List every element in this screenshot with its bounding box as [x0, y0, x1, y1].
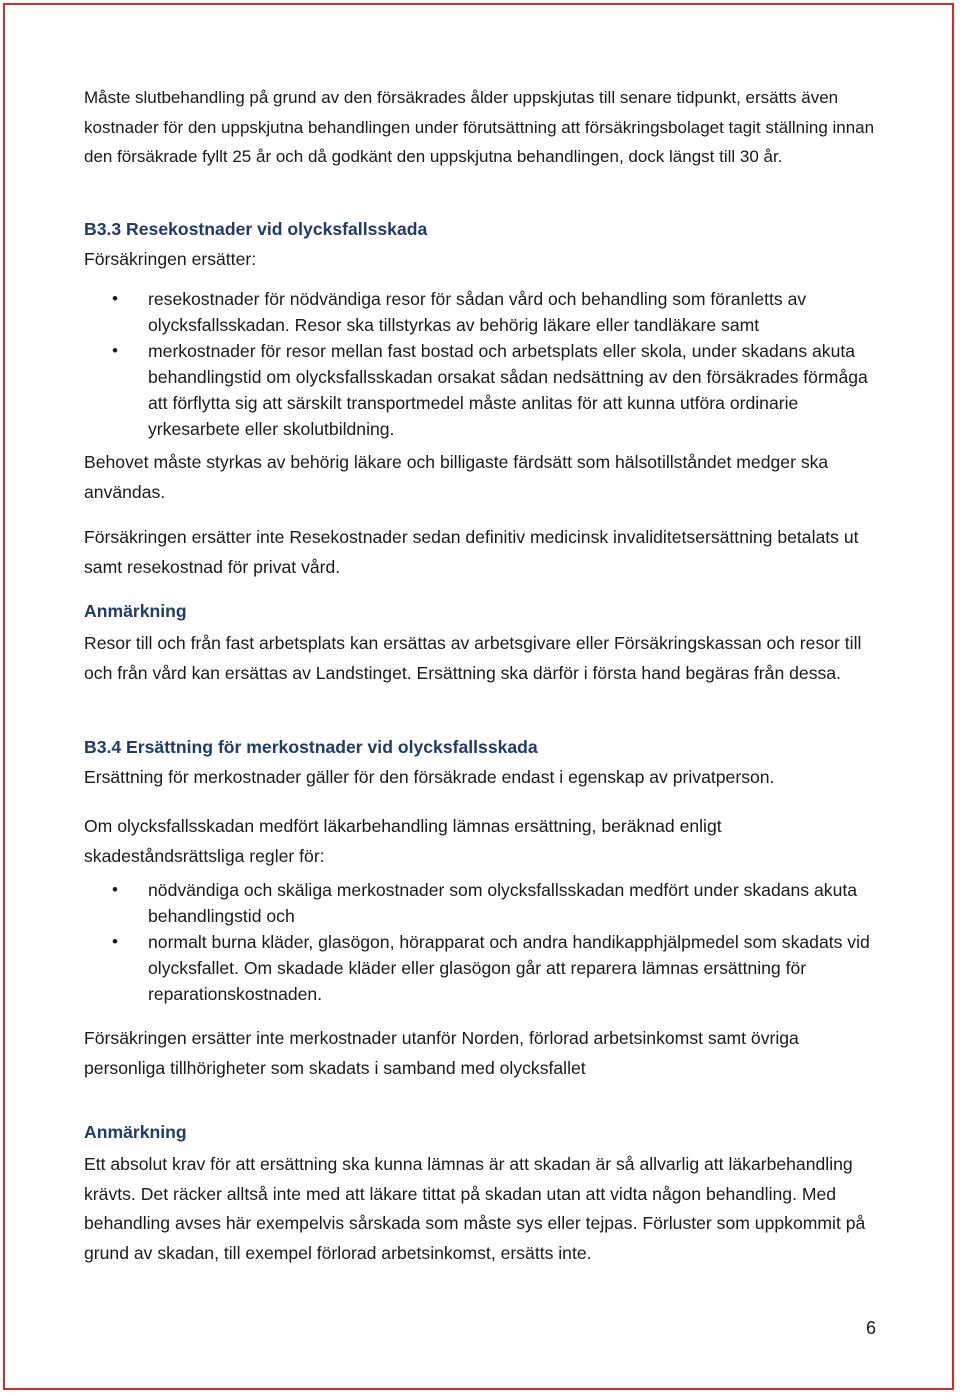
section-heading-b34: B3.4 Ersättning för merkostnader vid olycksfallsskada	[84, 737, 538, 757]
intro-paragraph: Måste slutbehandling på grund av den försäkrades ålder uppskjutas till senare tidpunkt, ersätts även kostnader för den uppskjutna behandlingen under förutsättning att försäkringsbolaget tagit ställning innan den försäkrade fyllt 25 år och då godkänt den uppskjutna behandlingen, dock längst till 30 år.	[84, 88, 875, 166]
b34-list	[84, 877, 884, 1007]
b34-exclusion-paragraph: Försäkringen ersätter inte merkostnader utanför Norden, förlorad arbetsinkomst samt övriga personliga tillhörigheter som skadats i samband med olycksfallet	[84, 1028, 799, 1078]
bullet-icon: •	[112, 880, 118, 899]
list-item-text: resekostnader för nödvändiga resor för sådan vård och behandling som föranletts av olycksfallsskadan. Resor ska tillstyrkas av behörig läkare eller tandläkare samt	[148, 289, 807, 335]
bullet-icon: •	[112, 341, 118, 360]
list-item-text: nödvändiga och skäliga merkostnader som olycksfallsskadan medfört under skadans akuta behandlingstid och	[148, 880, 858, 926]
bullet-icon: •	[112, 932, 118, 951]
b34-note-text: Ett absolut krav för att ersättning ska kunna lämnas är att skadan är så allvarlig att läkarbehandling krävts. Det räcker alltså inte med att läkare tittat på skadan utan att vidta någon behandling. Med behandling avses här exempelvis sårskada som måste sys eller tejpas. Förluster som uppkommit på grund av skadan, till exempel förlorad arbetsinkomst, ersätts inte.	[84, 1154, 866, 1263]
b33-intro: Försäkringen ersätter:	[84, 249, 257, 269]
b34-intro: Ersättning för merkostnader gäller för den försäkrade endast i egenskap av privatperson.	[84, 767, 775, 787]
b34-treatment-paragraph: Om olycksfallsskadan medfört läkarbehandling lämnas ersättning, beräknad enligt skadeståndsrättsliga regler för:	[84, 816, 722, 866]
b33-exclusion-paragraph: Försäkringen ersätter inte Resekostnader sedan definitiv medicinsk invaliditetsersättning betalats ut samt resekostnad för privat vård.	[84, 527, 859, 577]
list-item	[84, 877, 884, 929]
list-item	[84, 286, 884, 338]
b33-note-label: Anmärkning	[84, 601, 187, 621]
list-item-text: normalt burna kläder, glasögon, hörapparat och andra handikapphjälpmedel som skadats vid olycksfallet. Om skadade kläder eller glasögon går att reparera lämnas ersättning för reparationskostnaden.	[148, 932, 870, 1004]
b33-note-text: Resor till och från fast arbetsplats kan ersättas av arbetsgivare eller Försäkringskassan och resor till och från vård kan ersättas av Landstinget. Ersättning ska därför i första hand begäras från dessa.	[84, 633, 862, 683]
b34-note-label: Anmärkning	[84, 1122, 187, 1142]
section-heading-b33: B3.3 Resekostnader vid olycksfallsskada	[84, 219, 428, 239]
bullet-icon: •	[112, 289, 118, 308]
page-number: 6	[865, 1318, 876, 1338]
list-item	[84, 338, 884, 442]
b33-list	[84, 286, 884, 442]
b33-need-paragraph: Behovet måste styrkas av behörig läkare och billigaste färdsätt som hälsotillståndet medger ska användas.	[84, 452, 829, 502]
list-item-text: merkostnader för resor mellan fast bostad och arbetsplats eller skola, under skadans akuta behandlingstid om olycksfallsskadan orsakat sådan nedsättning av den försäkrades förmåga att förflytta sig att särskilt transportmedel måste anlitas för att kunna utföra ordinarie yrkesarbete eller skolutbildning.	[148, 341, 868, 439]
list-item	[84, 929, 884, 1007]
